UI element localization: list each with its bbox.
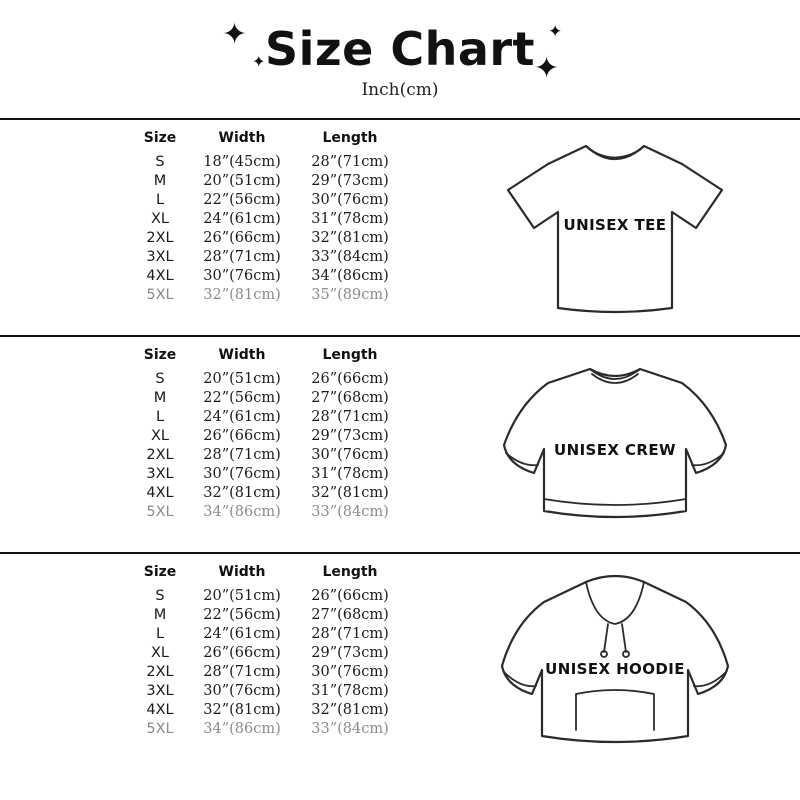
garment-label-text: UNISEX CREW: [554, 441, 676, 459]
cell-width: 22”(56cm): [203, 191, 281, 208]
section-unisex-crew: [0, 337, 800, 552]
cell-width: 20”(51cm): [203, 587, 281, 604]
table-row: [132, 445, 404, 464]
cell-length: 27”(68cm): [311, 389, 389, 406]
column-header-size: Size: [143, 564, 177, 580]
cell-width: 32”(81cm): [203, 286, 281, 303]
size-table-hoodie: [132, 562, 404, 738]
garment-art-crew: [430, 337, 800, 552]
cell-size: 5XL: [146, 286, 174, 303]
cell-width: 28”(71cm): [203, 248, 281, 265]
cell-size: 3XL: [146, 682, 174, 699]
cell-size: M: [153, 606, 167, 623]
size-table-tee: [132, 128, 404, 304]
table-row: [132, 285, 404, 304]
cell-width: 24”(61cm): [203, 408, 281, 425]
cell-length: 29”(73cm): [311, 644, 389, 661]
cell-length: 29”(73cm): [311, 427, 389, 444]
size-table-crew: [132, 345, 404, 521]
cell-size: L: [155, 191, 165, 208]
table-row: [132, 700, 404, 719]
cell-length: 33”(84cm): [311, 720, 389, 737]
cell-size: S: [155, 153, 165, 170]
cell-length: 31”(78cm): [311, 210, 389, 227]
garment-label-text: UNISEX HOODIE: [545, 660, 685, 678]
cell-size: XL: [150, 427, 169, 444]
cell-length: 28”(71cm): [311, 153, 389, 170]
cell-size: 5XL: [146, 503, 174, 520]
column-header-width: Width: [218, 347, 266, 363]
hoodie-icon: [490, 562, 740, 762]
table-row: [132, 464, 404, 483]
cell-width: 28”(71cm): [203, 446, 281, 463]
cell-length: 31”(78cm): [311, 465, 389, 482]
cell-length: 31”(78cm): [311, 682, 389, 699]
table-row: [132, 407, 404, 426]
cell-size: S: [155, 587, 165, 604]
cell-width: 32”(81cm): [203, 484, 281, 501]
column-header-size: Size: [143, 347, 177, 363]
table-row: [132, 662, 404, 681]
table-row: [132, 426, 404, 445]
cell-size: 2XL: [146, 229, 174, 246]
cell-size: L: [155, 625, 165, 642]
cell-size: 2XL: [146, 663, 174, 680]
cell-size: 3XL: [146, 248, 174, 265]
garment-art-hoodie: [430, 554, 800, 769]
table-row: [132, 624, 404, 643]
table-row: [132, 681, 404, 700]
table-row: [132, 483, 404, 502]
cell-width: 34”(86cm): [203, 720, 281, 737]
table-row: [132, 247, 404, 266]
cell-width: 32”(81cm): [203, 701, 281, 718]
tshirt-icon: [490, 132, 740, 322]
cell-width: 22”(56cm): [203, 389, 281, 406]
cell-size: 4XL: [146, 701, 174, 718]
section-unisex-tee: [0, 120, 800, 335]
cell-length: 28”(71cm): [311, 408, 389, 425]
column-header-length: Length: [322, 564, 378, 580]
table-row: [132, 586, 404, 605]
garment-label-text: UNISEX TEE: [563, 216, 667, 234]
cell-width: 24”(61cm): [203, 625, 281, 642]
table-row: [132, 190, 404, 209]
cell-width: 22”(56cm): [203, 606, 281, 623]
cell-length: 28”(71cm): [311, 625, 389, 642]
cell-width: 18”(45cm): [203, 153, 281, 170]
column-header-size: Size: [143, 130, 177, 146]
sparkle-icon: ✦: [548, 22, 563, 42]
cell-length: 33”(84cm): [311, 248, 389, 265]
cell-size: XL: [150, 210, 169, 227]
sparkle-icon: ✦: [534, 51, 560, 86]
table-row: [132, 209, 404, 228]
cell-width: 34”(86cm): [203, 503, 281, 520]
table-row: [132, 369, 404, 388]
table-row: [132, 502, 404, 521]
cell-width: 26”(66cm): [203, 427, 281, 444]
cell-length: 32”(81cm): [311, 229, 389, 246]
cell-size: S: [155, 370, 165, 387]
table-row: [132, 643, 404, 662]
sparkle-icon: ✦: [252, 52, 266, 71]
cell-size: 3XL: [146, 465, 174, 482]
crewneck-icon: [490, 349, 740, 539]
table-row: [132, 152, 404, 171]
cell-length: 30”(76cm): [311, 191, 389, 208]
page-subtitle: Inch(cm): [361, 80, 439, 100]
cell-size: 4XL: [146, 267, 174, 284]
cell-length: 29”(73cm): [311, 172, 389, 189]
table-row: [132, 266, 404, 285]
cell-size: 2XL: [146, 446, 174, 463]
cell-size: M: [153, 389, 167, 406]
cell-length: 32”(81cm): [311, 701, 389, 718]
cell-width: 26”(66cm): [203, 229, 281, 246]
cell-width: 26”(66cm): [203, 644, 281, 661]
column-header-length: Length: [322, 130, 378, 146]
cell-length: 26”(66cm): [311, 370, 389, 387]
table-row: [132, 171, 404, 190]
cell-width: 20”(51cm): [203, 370, 281, 387]
table-row: [132, 719, 404, 738]
table-header-row: [132, 345, 404, 369]
table-header-row: [132, 128, 404, 152]
column-header-width: Width: [218, 564, 266, 580]
table-row: [132, 605, 404, 624]
garment-art-tee: [430, 120, 800, 335]
cell-length: 32”(81cm): [311, 484, 389, 501]
size-table-wrap-tee: [0, 120, 430, 304]
chart-header: [0, 0, 800, 118]
size-table-wrap-hoodie: [0, 554, 430, 738]
cell-length: 33”(84cm): [311, 503, 389, 520]
size-table-wrap-crew: [0, 337, 430, 521]
cell-length: 30”(76cm): [311, 446, 389, 463]
cell-size: 5XL: [146, 720, 174, 737]
section-unisex-hoodie: [0, 554, 800, 769]
cell-size: 4XL: [146, 484, 174, 501]
cell-width: 30”(76cm): [203, 267, 281, 284]
table-header-row: [132, 562, 404, 586]
sparkle-icon: ✦: [222, 17, 248, 52]
cell-size: M: [153, 172, 167, 189]
column-header-length: Length: [322, 347, 378, 363]
cell-length: 27”(68cm): [311, 606, 389, 623]
column-header-width: Width: [218, 130, 266, 146]
cell-length: 26”(66cm): [311, 587, 389, 604]
cell-size: L: [155, 408, 165, 425]
cell-length: 30”(76cm): [311, 663, 389, 680]
page-title: Size Chart: [264, 22, 536, 76]
cell-size: XL: [150, 644, 169, 661]
cell-width: 30”(76cm): [203, 682, 281, 699]
cell-length: 34”(86cm): [311, 267, 389, 284]
table-row: [132, 228, 404, 247]
cell-width: 24”(61cm): [203, 210, 281, 227]
cell-width: 28”(71cm): [203, 663, 281, 680]
table-row: [132, 388, 404, 407]
cell-length: 35”(89cm): [311, 286, 389, 303]
cell-width: 30”(76cm): [203, 465, 281, 482]
cell-width: 20”(51cm): [203, 172, 281, 189]
